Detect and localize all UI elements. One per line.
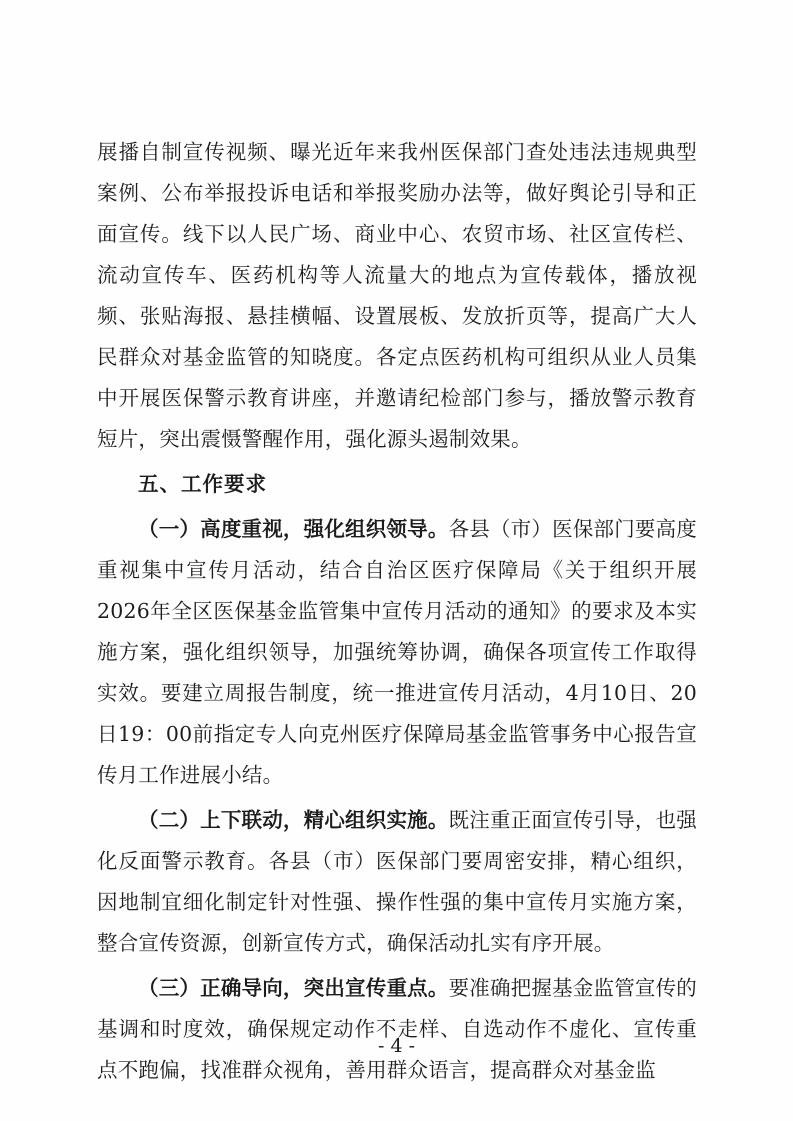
paragraph-item-two-text: 既注重正面宣传引导，也强化反面警示教育。各县（市）医保部门要周密安排，精心组织，因地制宜细化制定针对性强、操作性强的集中宣传月实施方案，整合宣传资源，创新宣传方式，确保活动扎实有序开展。 — [97, 808, 698, 955]
paragraph-item-two-lead: （二）上下联动，精心组织实施。 — [138, 808, 449, 832]
paragraph-item-one-text: 各县（市）医保部门要高度重视集中宣传月活动，结合自治区医疗保障局《关于组织开展2026年全区医保基金监管集中宣传月活动的通知》的要求及本实施方案，强化组织领导，加强统筹协调，确保各项宣传工作取得实效。要建立周报告制度，统一推进宣传月活动，4月10日、20日19：00前指定专人向克州医疗保障局基金监管事务中心报告宣传月工作进展小结。 — [97, 517, 698, 787]
section-heading-work-requirements: 五、工作要求 — [138, 472, 267, 496]
paragraph-item-two — [97, 800, 697, 964]
paragraph-continuation: 展播自制宣传视频、曝光近年来我州医保部门查处违法违规典型案例、公布举报投诉电话和举报奖励办法等，做好舆论引导和正面宣传。线下以人民广场、商业中心、农贸市场、社区宣传栏、流动宣传车、医药机构等人流量大的地点为宣传载体，播放视频、张贴海报、悬挂横幅、设置展板、发放折页等，提高广大人民群众对基金监管的知晓度。各定点医药机构可组织从业人员集中开展医保警示教育讲座，并邀请纪检部门参与，播放警示教育短片，突出震慑警醒作用，强化源头遏制效果。 — [97, 140, 697, 451]
paragraph-item-one-lead: （一）高度重视，强化组织领导。 — [138, 517, 449, 541]
paragraph-item-three-lead: （三）正确导向，突出宣传重点。 — [138, 976, 449, 1000]
document-body — [97, 132, 697, 1091]
paragraph-item-one — [97, 509, 697, 796]
paragraph-item-three — [97, 968, 697, 1091]
paragraph-item-three-text: 要准确把握基金监管宣传的基调和时度效，确保规定动作不走样、自选动作不虚化、宣传重点不跑偏，找准群众视角，善用群众语言，提高群众对基金监 — [97, 976, 698, 1082]
page-number: - 4 - — [377, 1035, 415, 1057]
